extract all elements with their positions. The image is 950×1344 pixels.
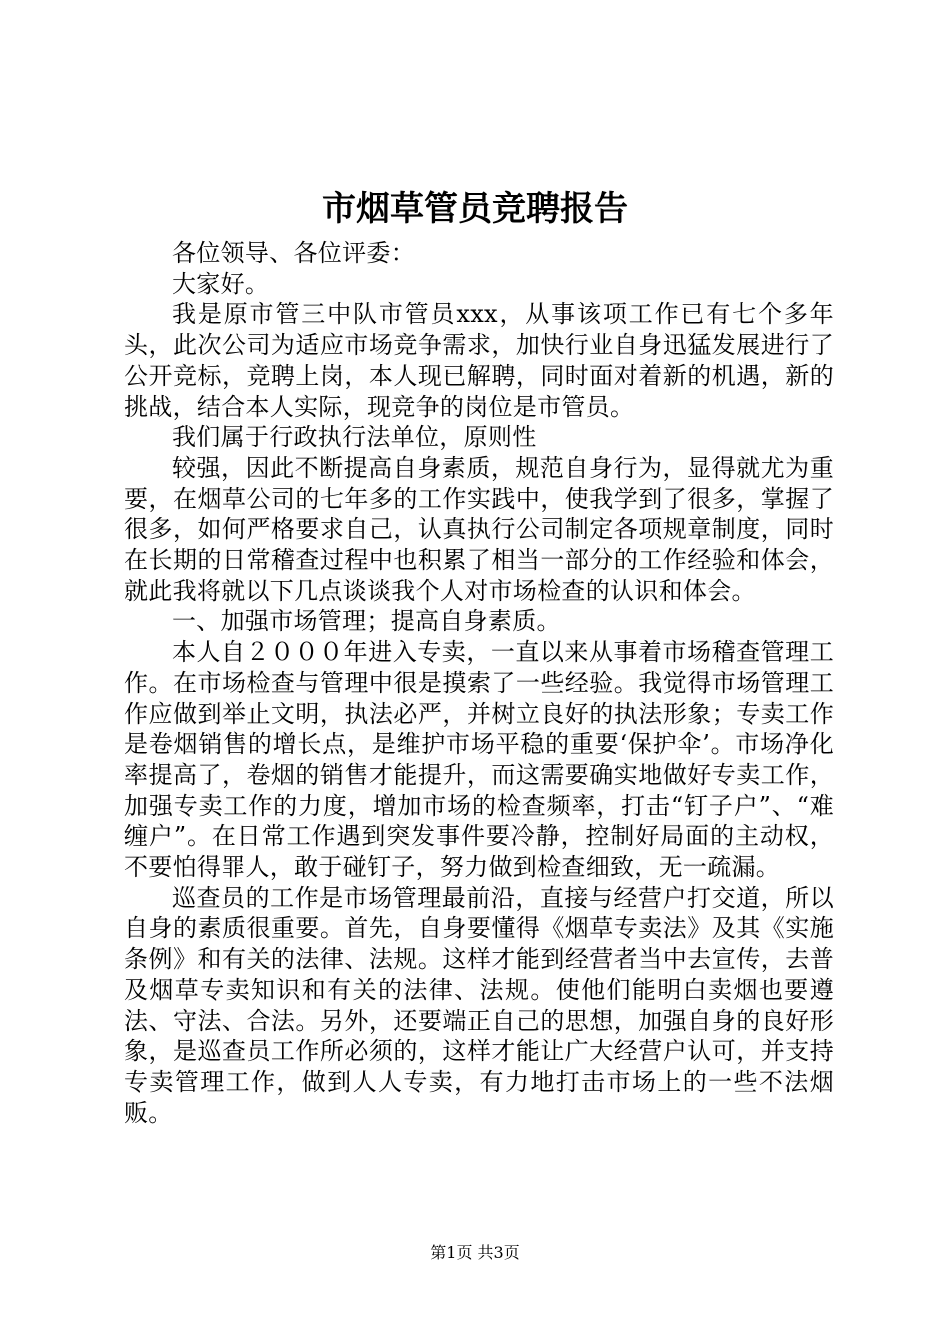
paragraph-unit: 我们属于行政执行法单位，原则性 [172,423,537,452]
section-heading-1: 一、加强市场管理；提高自身素质。 [172,607,561,636]
paragraph-experience: 较强，因此不断提高自身素质，规范自身行为，显得就尤为重要，在烟草公司的七年多的工作实践中，使我学到了很多，掌握了很多，如何严格要求自己，认真执行公司制定各项规章制度，同时在长期的日常稽查过程中也积累了相当一部分的工作经验和体会，就此我将就以下几点谈谈我个人对市场检查的认识和体会。 [124,453,834,605]
paragraph-inspector-quality: 巡查员的工作是市场管理最前沿，直接与经营户打交道，所以自身的素质很重要。首先，自身要懂得《烟草专卖法》及其《实施条例》和有关的法律、法规。这样才能到经营者当中去宣传，去普及烟草专卖知识和有关的法律、法规。使他们能明白卖烟也要遵法、守法、合法。另外，还要端正自己的思想，加强自身的良好形象，是巡查员工作所必须的，这样才能让广大经营户认可，并支持专卖管理工作，做到人人专卖，有力地打击市场上的一些不法烟贩。 [124,883,834,1127]
paragraph-market-management: 本人自２０００年进入专卖，一直以来从事着市场稽查管理工作。在市场检查与管理中很是摸索了一些经验。我觉得市场管理工作应做到举止文明，执法必严，并树立良好的执法形象；专卖工作是卷烟销售的增长点，是维护市场平稳的重要‘保护伞’。市场净化率提高了，卷烟的销售才能提升，而这需要确实地做好专卖工作，加强专卖工作的力度，增加市场的检查频率，打击“钉子户”、“难缠户”。在日常工作遇到突发事件要冷静，控制好局面的主动权，不要怕得罪人，敢于碰钉子，努力做到检查细致，无一疏漏。 [124,638,834,882]
page-footer: 第1页 共3页 [430,1243,520,1262]
paragraph-intro: 我是原市管三中队市管员xxx，从事该项工作已有七个多年头，此次公司为适应市场竞争需求，加快行业自身迅猛发展进行了公开竞标，竞聘上岗，本人现已解聘，同时面对着新的机遇，新的挑战，结合本人实际，现竞争的岗位是市管员。 [124,300,834,421]
document-title: 市烟草管员竞聘报告 [322,189,628,229]
greeting: 大家好。 [172,269,270,298]
salutation: 各位领导、各位评委： [172,239,415,267]
document-body [124,238,834,1128]
